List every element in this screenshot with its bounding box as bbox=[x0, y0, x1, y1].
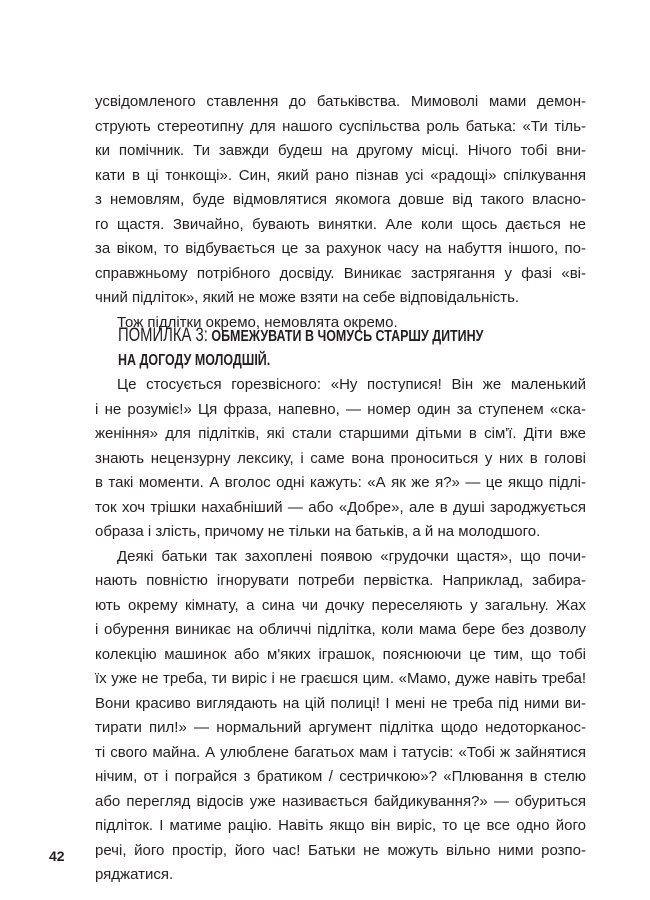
text-line: Це стосується горезвісного: «Ну поступися! Він же маленький bbox=[117, 376, 586, 393]
text-line: в такі моменти. А вголос одні кажуть: «А як же я?» — це якщо підлі- bbox=[95, 474, 586, 491]
text-line: струють стереотипну для нашого суспільства роль батька: «Ти тіль- bbox=[95, 117, 586, 135]
text-line: нічим, от і пограйся з братиком / сестричкою»? «Плювання в стелю bbox=[95, 768, 586, 785]
text-line: ті свого майна. А улюблене багатьох мам і татусів: «Тобі ж зайнятися bbox=[95, 743, 586, 761]
text-line: чний підліток», який не може взяти на себе відповідальність. bbox=[95, 289, 520, 306]
text-line: справжньому потрібного досвіду. Виникає застрягання у фазі «ві- bbox=[95, 264, 586, 282]
heading-line-2: НА ДОГОДУ МОЛОДШІЙ. bbox=[118, 352, 271, 369]
text-line: колекцію машинок або м'яких іграшок, пояснюючи це тим, що тобі bbox=[95, 645, 586, 663]
text-line: ток хоч трішки нахабніший — або «Добре», але в душі зароджується bbox=[95, 498, 586, 516]
text-line: Тож підлітки окремо, немовлята окремо. bbox=[117, 313, 398, 331]
text-line: знають нецензурну лексику, і саме вона проноситься у них в голові bbox=[95, 449, 586, 467]
text-line: образа і злість, причому не тільки на батьків, а й на молодшого. bbox=[95, 523, 541, 540]
heading-line-1 bbox=[118, 323, 492, 348]
text-line: женіння» для підлітків, які стали старшими дітьми в сім'ї. Діти вже bbox=[95, 425, 586, 442]
text-line: за віком, то відбувається це за рахунок часу на набуття іншого, по- bbox=[95, 240, 586, 257]
text-line: усвідомленого ставлення до батьківства. Мимоволі мами демон- bbox=[95, 93, 586, 110]
page-number: 42 bbox=[49, 848, 65, 864]
text-line: ряджатися. bbox=[95, 866, 174, 883]
text-line: речі, його простір, його час! Батьки не можуть вільно ними розпо- bbox=[95, 841, 586, 859]
text-line: з немовлям, буде відмовлятися якомога довше від такого власно- bbox=[95, 191, 586, 208]
text-line: го щастя. Звичайно, бувають винятки. Але коли щось дається не bbox=[95, 215, 586, 233]
heading-rest: ОБМЕЖУВАТИ В ЧОМУСЬ СТАРШУ ДИТИНУ bbox=[211, 328, 484, 345]
text-line: ють окрему кімнату, а сина чи дочку переселяють у загальну. Жах bbox=[95, 596, 586, 614]
text-line: тирати пил!» — нормальний аргумент підлітка щодо недоторканос- bbox=[95, 719, 586, 736]
section-heading bbox=[118, 323, 598, 373]
text-line: ки помічник. Ти завжди будеш на другому місці. Нічого тобі вни- bbox=[95, 142, 586, 159]
text-line: і обурення виникає на обличчі підлітка, коли мама бере без дозволу bbox=[95, 621, 586, 638]
body-text-bottom bbox=[95, 373, 586, 888]
heading-lead: ПОМИЛКА 3: bbox=[118, 325, 208, 346]
text-line: або перегляд відосів уже називається байдикування?» — обуриться bbox=[95, 792, 586, 810]
text-line: Вони красиво виглядають на цій полиці! І мені не треба під ними ви- bbox=[95, 694, 586, 712]
text-line: їх уже не треба, ти виріс і не граєшся цим. «Мамо, дуже навіть треба! bbox=[95, 670, 586, 687]
text-line: нають повністю ігнорувати потреби первістка. Наприклад, забира- bbox=[95, 572, 586, 589]
text-line: Деякі батьки так захоплені появою «грудочки щастя», що почи- bbox=[117, 547, 586, 565]
text-line: і не розуміє!» Ця фраза, напевно, — номер один за ступенем «ска- bbox=[95, 400, 586, 418]
text-line: кати в ці тонкощі». Син, який рано пізнав усі «радощі» спілкування bbox=[95, 166, 586, 184]
body-text-top bbox=[95, 90, 586, 335]
text-line: підліток. І матиме рацію. Навіть якщо він виріс, то це все одно його bbox=[95, 817, 586, 834]
